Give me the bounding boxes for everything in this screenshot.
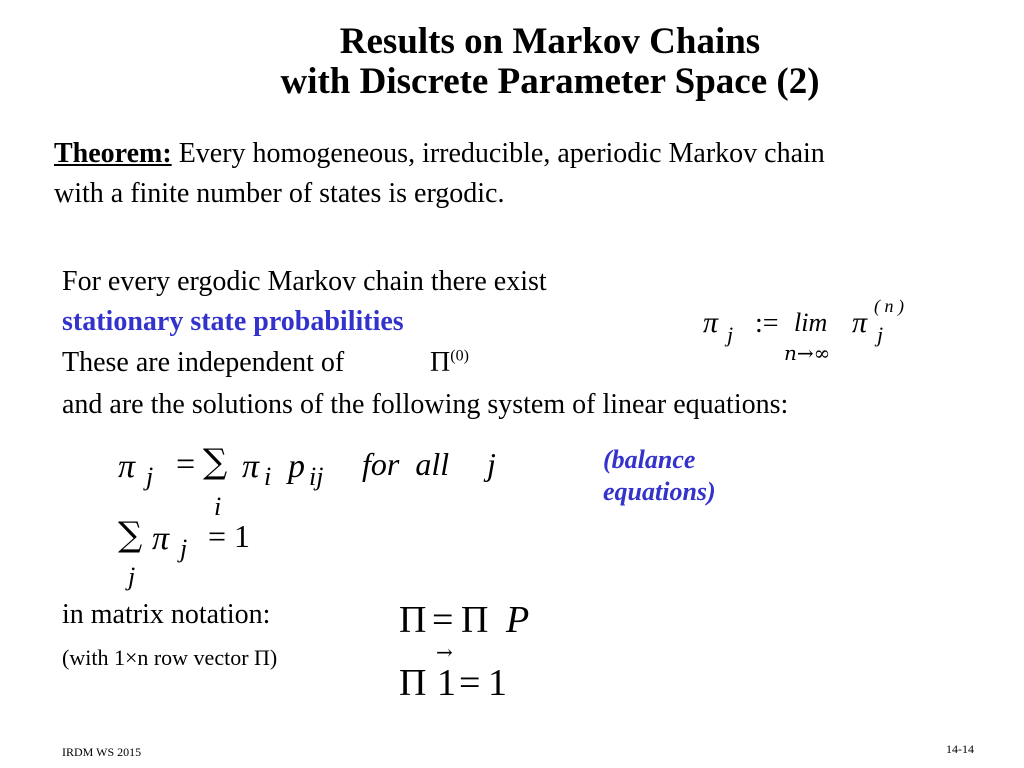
balance-label-line-1: (balance bbox=[603, 445, 696, 474]
slide: Results on Markov Chains with Discrete Parameter Space (2) Theorem: Every homogeneous, irreducible, aperiodic Markov chain with a finite number of states is ergodic. For every ergodic Markov chain there exist stationary state probabilities These are independent of $\Pi^{(0)}$ and are the solutions of the following system of linear equations: π j := lim n→∞ π ( n ) j π j = ∑ i π i p ij for all j (balance equations) ∑ j π j = 1 in matrix notation: (with 1×n row vector Π) Π = Π P Π → 1 = 1 IRDM WS 2015 14-14 bbox=[0, 0, 1024, 768]
footer-page-number: 14-14 bbox=[946, 742, 974, 756]
sum-symbol: ∑ bbox=[118, 515, 143, 555]
vector-arrow: → bbox=[436, 640, 453, 664]
footer-course: IRDM WS 2015 bbox=[62, 745, 142, 759]
matrix-notation-label: in matrix notation: bbox=[62, 599, 271, 630]
pi-zero-symbol: $\Pi^{(0)}$ bbox=[430, 347, 469, 378]
row-vector-note: (with 1×n row vector Π) bbox=[62, 645, 278, 670]
para-line-3: These are independent of bbox=[62, 347, 345, 378]
balance-label-line-2: equations) bbox=[603, 477, 716, 506]
para-line-4: and are the solutions of the following system of linear equations: bbox=[62, 389, 789, 420]
theorem-label: Theorem: bbox=[54, 138, 172, 169]
slide-title-line-2: with Discrete Parameter Space (2) bbox=[280, 61, 820, 102]
slide-title-line-1: Results on Markov Chains bbox=[339, 21, 761, 62]
para-line-1: For every ergodic Markov chain there exist bbox=[62, 266, 547, 297]
stationary-probabilities-label: stationary state probabilities bbox=[62, 306, 404, 337]
sum-symbol: ∑ bbox=[203, 442, 228, 482]
theorem-text-1: Every homogeneous, irreducible, aperiodic Markov chain bbox=[171, 138, 825, 169]
theorem-line-1 bbox=[54, 138, 825, 170]
theorem-line-2: with a finite number of states is ergodic. bbox=[54, 178, 505, 209]
